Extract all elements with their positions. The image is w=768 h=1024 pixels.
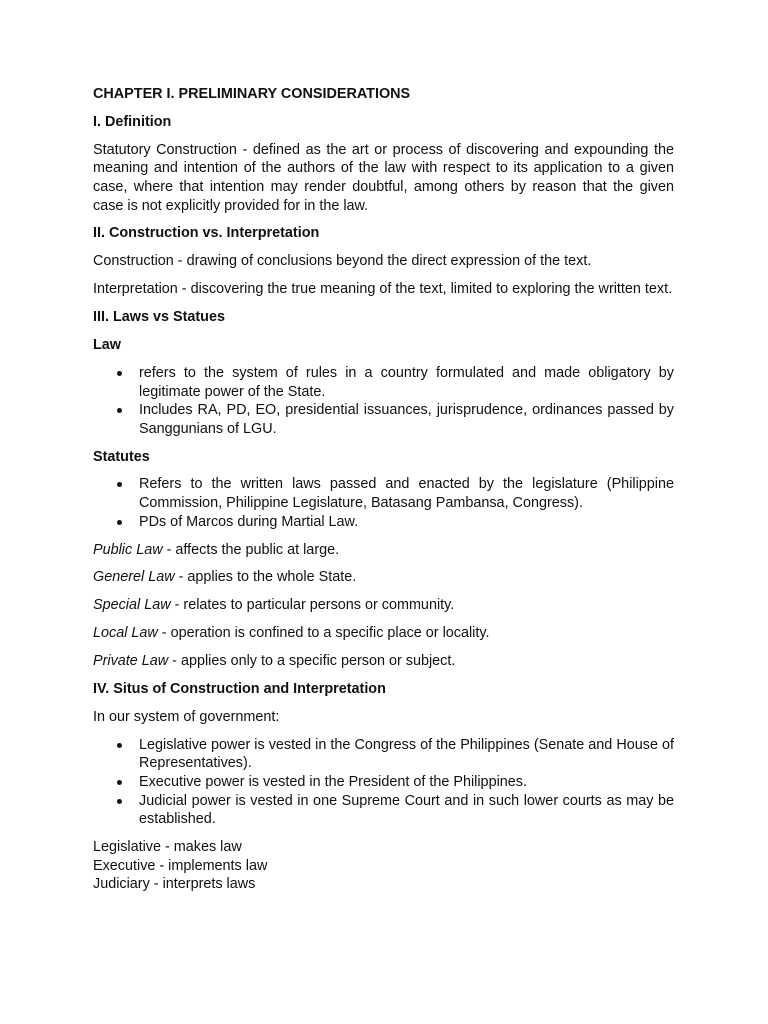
list-item: PDs of Marcos during Martial Law.	[93, 513, 674, 532]
definition-term: Special Law	[93, 597, 171, 614]
subheading-statutes: Statutes	[93, 448, 150, 465]
definition-desc: - applies only to a specific person or subject.	[168, 653, 456, 670]
summary-line-judiciary: Judiciary - interprets laws	[93, 876, 256, 893]
list-item: Executive power is vested in the President of the Philippines.	[93, 773, 674, 792]
statutes-bullet-list	[93, 475, 674, 531]
definition-desc: - operation is confined to a specific place or locality.	[157, 625, 490, 642]
definition-desc: - applies to the whole State.	[174, 569, 357, 586]
definition-term: Private Law	[93, 653, 169, 670]
interpretation-paragraph: Interpretation - discovering the true meaning of the text, limited to exploring the written text.	[93, 281, 673, 298]
situs-intro: In our system of government:	[93, 708, 280, 725]
definition-general-law	[93, 568, 674, 587]
section-heading-laws-vs-statues: III. Laws vs Statues	[93, 309, 225, 326]
list-item: Includes RA, PD, EO, presidential issuances, jurisprudence, ordinances passed by Sanggunians of LGU.	[93, 401, 674, 438]
list-item: Legislative power is vested in the Congress of the Philippines (Senate and House of Representatives).	[93, 736, 674, 773]
section-heading-situs: IV. Situs of Construction and Interpretation	[93, 681, 386, 697]
summary-line-legislative: Legislative - makes law	[93, 839, 242, 856]
law-bullet-list	[93, 364, 674, 438]
list-item: Judicial power is vested in one Supreme Court and in such lower courts as may be established.	[93, 792, 674, 829]
subheading-law: Law	[93, 337, 121, 354]
definition-special-law	[93, 596, 674, 615]
construction-paragraph: Construction - drawing of conclusions beyond the direct expression of the text.	[93, 253, 592, 270]
definition-private-law	[93, 652, 674, 671]
definition-local-law	[93, 624, 674, 643]
summary-line-executive: Executive - implements law	[93, 857, 268, 874]
definition-term: Public Law	[93, 541, 163, 558]
section-heading-definition: I. Definition	[93, 113, 172, 130]
definition-desc: - affects the public at large.	[162, 541, 340, 558]
definition-term: Generel Law	[93, 569, 175, 586]
situs-bullet-list	[93, 736, 674, 829]
definition-desc: - relates to particular persons or community.	[170, 597, 455, 614]
definition-term: Local Law	[93, 625, 158, 642]
section-heading-construction-vs-interpretation: II. Construction vs. Interpretation	[93, 225, 320, 242]
definition-public-law	[93, 541, 674, 560]
branches-summary	[93, 838, 674, 894]
document-page	[93, 85, 674, 894]
definition-paragraph: Statutory Construction - defined as the art or process of discovering and expounding the meaning and intention of the authors of the law with respect to its application to a given case, where that intention may render doubtful, among others by reason that the given case is not explicitly provided for in the law.	[93, 141, 674, 214]
list-item: Refers to the written laws passed and enacted by the legislature (Philippine Commission, Philippine Legislature, Batasang Pambansa, Congress).	[93, 475, 674, 512]
list-item: refers to the system of rules in a country formulated and made obligatory by legitimate power of the State.	[93, 364, 674, 401]
chapter-title: CHAPTER I. PRELIMINARY CONSIDERATIONS	[93, 86, 411, 102]
